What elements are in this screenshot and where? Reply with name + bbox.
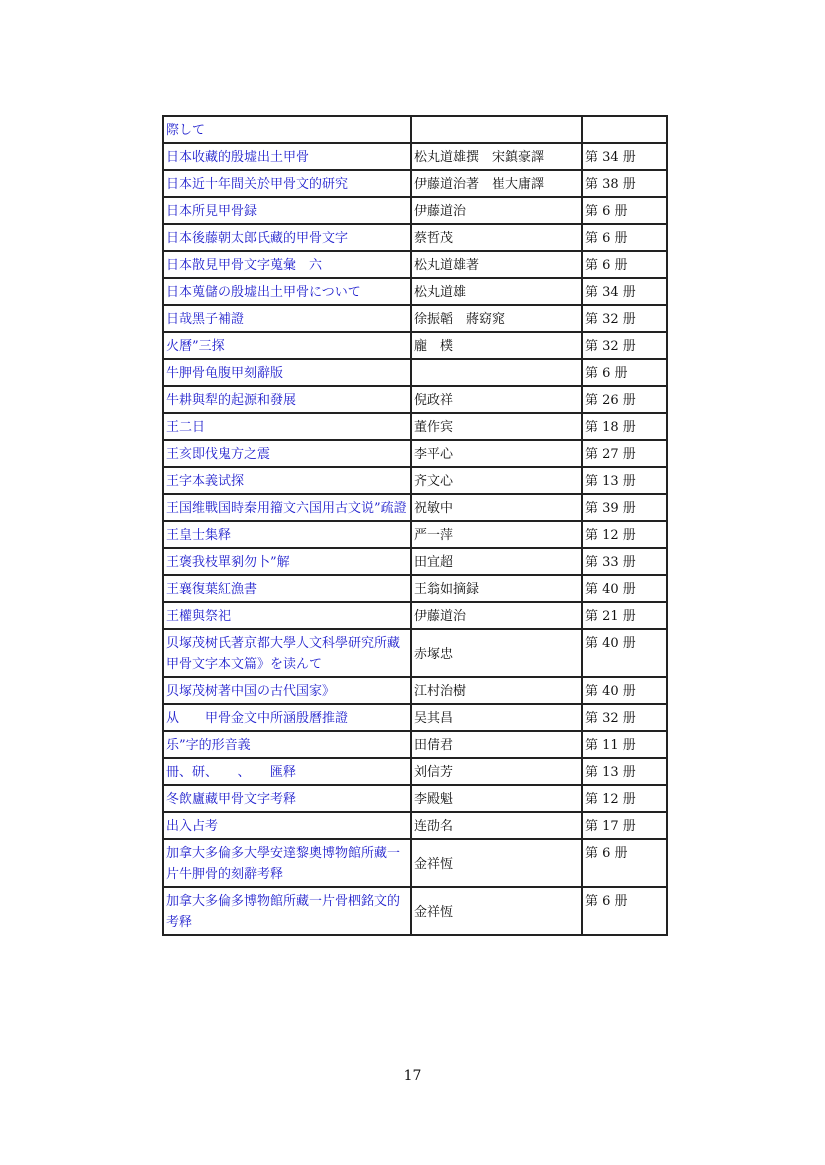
title-cell[interactable]: 王亥即伐鬼方之震 xyxy=(163,440,411,467)
volume-cell: 第 6 册 xyxy=(582,197,667,224)
volume-cell: 第 34 册 xyxy=(582,278,667,305)
author-cell: 伊藤道治著 崔大庸譯 xyxy=(411,170,582,197)
volume-cell: 第 33 册 xyxy=(582,548,667,575)
title-cell[interactable]: 冬飲廬藏甲骨文字考释 xyxy=(163,785,411,812)
title-cell[interactable]: 牛胛骨龟腹甲刻辭版 xyxy=(163,359,411,386)
title-cell[interactable]: 日本後藤朝太郎氏藏的甲骨文字 xyxy=(163,224,411,251)
table-row xyxy=(163,677,667,704)
author-cell: 祝敏中 xyxy=(411,494,582,521)
title-cell[interactable]: 贝塚茂树著中国の古代国家》 xyxy=(163,677,411,704)
author-cell: 金祥恆 xyxy=(411,839,582,887)
author-cell: 松丸道雄撰 宋鎮豪譯 xyxy=(411,143,582,170)
title-cell[interactable]: 冊、研、 、 匯释 xyxy=(163,758,411,785)
title-cell[interactable]: 王襄復葉紅漁書 xyxy=(163,575,411,602)
author-cell: 李殿魁 xyxy=(411,785,582,812)
page-number: 17 xyxy=(403,1068,422,1084)
title-cell[interactable]: 王皇士集释 xyxy=(163,521,411,548)
table-row xyxy=(163,359,667,386)
title-cell[interactable]: 日本散見甲骨文字蒐彙 六 xyxy=(163,251,411,278)
volume-cell: 第 13 册 xyxy=(582,758,667,785)
title-cell[interactable]: 日本蒐儲の殷墟出土甲骨について xyxy=(163,278,411,305)
volume-cell: 第 12 册 xyxy=(582,521,667,548)
table-row xyxy=(163,467,667,494)
table-row xyxy=(163,332,667,359)
title-cell[interactable]: 火曆”三探 xyxy=(163,332,411,359)
volume-cell: 第 32 册 xyxy=(582,305,667,332)
author-cell: 倪政祥 xyxy=(411,386,582,413)
volume-cell: 第 32 册 xyxy=(582,704,667,731)
title-cell[interactable]: 牛耕與犁的起源和發展 xyxy=(163,386,411,413)
table-row xyxy=(163,521,667,548)
author-cell: 王翁如摘録 xyxy=(411,575,582,602)
author-cell: 李平心 xyxy=(411,440,582,467)
author-cell xyxy=(411,359,582,386)
title-cell[interactable]: 出入占考 xyxy=(163,812,411,839)
table-row xyxy=(163,731,667,758)
volume-cell: 第 6 册 xyxy=(582,887,667,935)
volume-cell: 第 6 册 xyxy=(582,839,667,887)
table-row xyxy=(163,575,667,602)
table-row xyxy=(163,197,667,224)
author-cell: 刘信芳 xyxy=(411,758,582,785)
table-row xyxy=(163,602,667,629)
title-cell[interactable]: 乐”字的形音義 xyxy=(163,731,411,758)
author-cell: 龐 樸 xyxy=(411,332,582,359)
table-row xyxy=(163,839,667,887)
volume-cell: 第 6 册 xyxy=(582,359,667,386)
volume-cell: 第 32 册 xyxy=(582,332,667,359)
volume-cell: 第 40 册 xyxy=(582,629,667,677)
volume-cell: 第 38 册 xyxy=(582,170,667,197)
volume-cell: 第 27 册 xyxy=(582,440,667,467)
title-cell[interactable]: 際して xyxy=(163,116,411,143)
table-body xyxy=(163,116,667,935)
volume-cell: 第 6 册 xyxy=(582,224,667,251)
author-cell: 赤塚忠 xyxy=(411,629,582,677)
volume-cell: 第 13 册 xyxy=(582,467,667,494)
title-cell[interactable]: 加拿大多倫多大學安達黎奧博物館所藏一片牛胛骨的刻辭考释 xyxy=(163,839,411,887)
index-table xyxy=(162,115,668,936)
volume-cell: 第 40 册 xyxy=(582,575,667,602)
title-cell[interactable]: 王字本義试探 xyxy=(163,467,411,494)
table-row xyxy=(163,548,667,575)
volume-cell: 第 39 册 xyxy=(582,494,667,521)
table-row xyxy=(163,305,667,332)
title-cell[interactable]: 日本近十年間关於甲骨文的研究 xyxy=(163,170,411,197)
author-cell: 伊藤道治 xyxy=(411,197,582,224)
volume-cell: 第 21 册 xyxy=(582,602,667,629)
volume-cell xyxy=(582,116,667,143)
author-cell: 齐文心 xyxy=(411,467,582,494)
table-row xyxy=(163,785,667,812)
volume-cell: 第 17 册 xyxy=(582,812,667,839)
author-cell: 徐振韜 蔣窈窕 xyxy=(411,305,582,332)
author-cell: 田倩君 xyxy=(411,731,582,758)
table-row xyxy=(163,116,667,143)
author-cell: 蔡哲茂 xyxy=(411,224,582,251)
table-row xyxy=(163,440,667,467)
volume-cell: 第 12 册 xyxy=(582,785,667,812)
table-row xyxy=(163,887,667,935)
volume-cell: 第 11 册 xyxy=(582,731,667,758)
author-cell: 吴其昌 xyxy=(411,704,582,731)
title-cell[interactable]: 王国维戰国時秦用籀文六国用古文说”疏證 xyxy=(163,494,411,521)
title-cell[interactable]: 王褒我枝單剢勿卜”解 xyxy=(163,548,411,575)
author-cell: 董作宾 xyxy=(411,413,582,440)
title-cell[interactable]: 王權與祭祀 xyxy=(163,602,411,629)
title-cell[interactable]: 日本所見甲骨録 xyxy=(163,197,411,224)
table-row xyxy=(163,386,667,413)
volume-cell: 第 26 册 xyxy=(582,386,667,413)
author-cell: 田宜超 xyxy=(411,548,582,575)
volume-cell: 第 6 册 xyxy=(582,251,667,278)
title-cell[interactable]: 日哉黑子補證 xyxy=(163,305,411,332)
title-cell[interactable]: 日本收藏的殷墟出土甲骨 xyxy=(163,143,411,170)
title-cell[interactable]: 加拿大多倫多博物館所藏一片骨柶銘文的考释 xyxy=(163,887,411,935)
author-cell: 江村治樹 xyxy=(411,677,582,704)
author-cell: 金祥恆 xyxy=(411,887,582,935)
table-row xyxy=(163,758,667,785)
author-cell: 松丸道雄著 xyxy=(411,251,582,278)
volume-cell: 第 40 册 xyxy=(582,677,667,704)
author-cell xyxy=(411,116,582,143)
title-cell[interactable]: 王二日 xyxy=(163,413,411,440)
volume-cell: 第 18 册 xyxy=(582,413,667,440)
table-row xyxy=(163,251,667,278)
author-cell: 严一萍 xyxy=(411,521,582,548)
author-cell: 伊藤道治 xyxy=(411,602,582,629)
table-row xyxy=(163,704,667,731)
author-cell: 松丸道雄 xyxy=(411,278,582,305)
volume-cell: 第 34 册 xyxy=(582,143,667,170)
author-cell: 连劭名 xyxy=(411,812,582,839)
table-row xyxy=(163,629,667,677)
table-row xyxy=(163,278,667,305)
table-row xyxy=(163,812,667,839)
title-cell[interactable]: 贝塚茂树氏著京都大學人文科學研究所藏甲骨文字本文篇》を读んて xyxy=(163,629,411,677)
table-row xyxy=(163,494,667,521)
table-row xyxy=(163,170,667,197)
table-row xyxy=(163,143,667,170)
table-row xyxy=(163,413,667,440)
title-cell[interactable]: 从 甲骨金文中所涵殷曆推證 xyxy=(163,704,411,731)
table-row xyxy=(163,224,667,251)
